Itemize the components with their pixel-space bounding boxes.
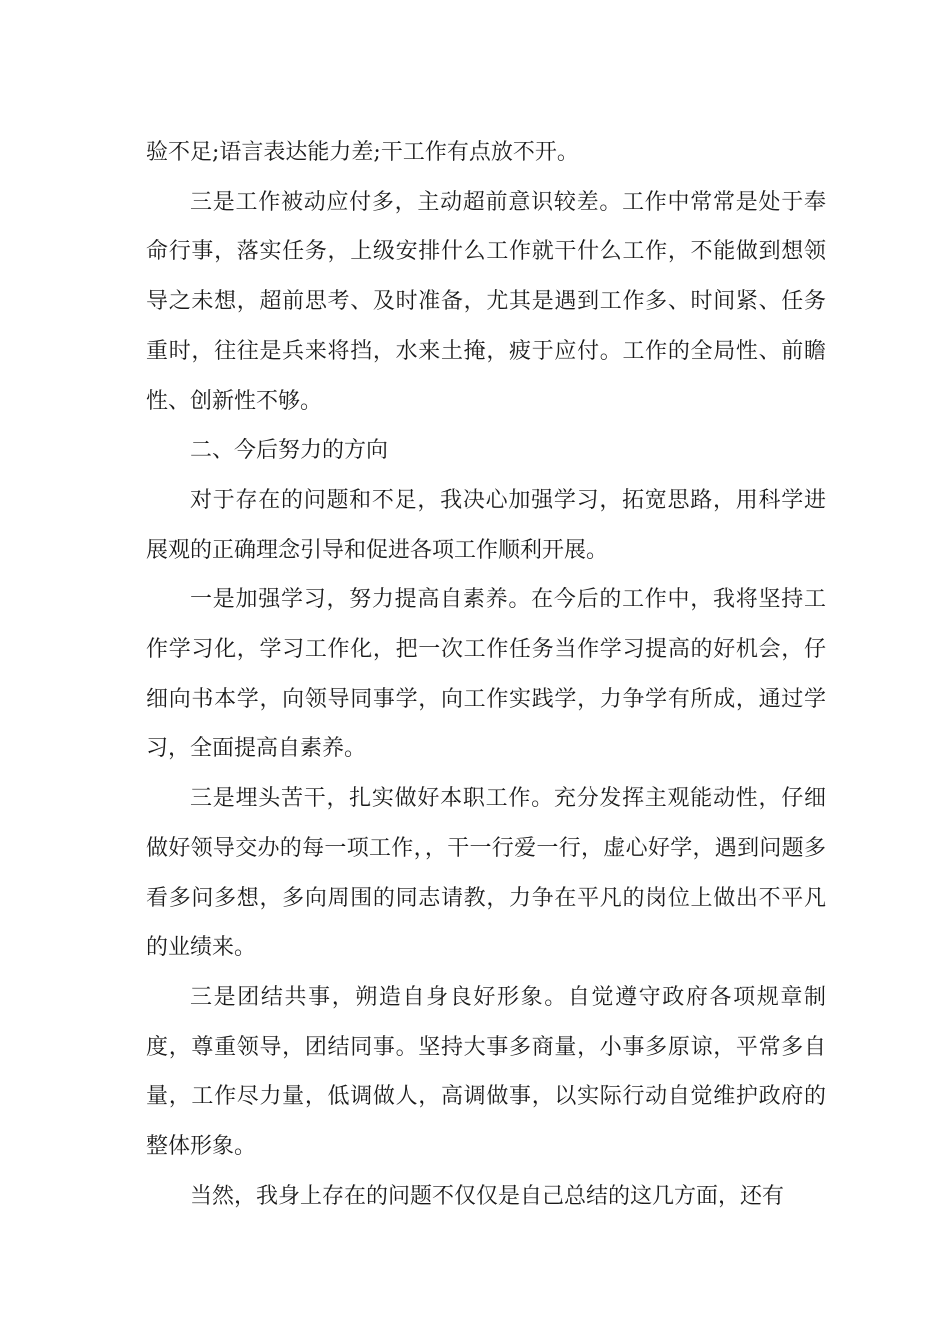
paragraph-7: 当然，我身上存在的问题不仅仅是自己总结的这几方面，还有 bbox=[190, 1183, 785, 1209]
paragraph-2: 三是工作被动应付多，主动超前意识较差。工作中常常是处于奉命行事，落实任务，上级安排什么工作就干什么工作，不能做到想领导之未想，超前思考、及时准备，尤其是遇到工作多、时间紧、任务重时，往往是兵来将挡，水来土掩，疲于应付。工作的全局性、前瞻性、创新性不够。 bbox=[146, 189, 826, 414]
paragraph-4: 一是加强学习，努力提高自素养。在今后的工作中，我将坚持工作学习化，学习工作化，把一次工作任务当作学习提高的好机会，仔细向书本学，向领导同事学，向工作实践学，力争学有所成，通过学习，全面提高自素养。 bbox=[146, 587, 826, 762]
paragraph-5: 三是埋头苦干，扎实做好本职工作。充分发挥主观能动性，仔细做好领导交办的每一项工作，，干一行爱一行，虚心好学，遇到问题多看多问多想，多向周围的同志请教，力争在平凡的岗位上做出不平凡的业绩来。 bbox=[146, 786, 826, 961]
paragraph-6: 三是团结共事，朔造自身良好形象。自觉遵守政府各项规章制度，尊重领导，团结同事。坚持大事多商量，小事多原谅，平常多自量，工作尽力量，低调做人，高调做事，以实际行动自觉维护政府的整体形象。 bbox=[146, 984, 826, 1160]
section-heading: 二、今后努力的方向 bbox=[190, 438, 389, 464]
paragraph-1: 验不足;语言表达能力差;干工作有点放不开。 bbox=[146, 140, 579, 165]
paragraph-3: 对于存在的问题和不足，我决心加强学习，拓宽思路，用科学进展观的正确理念引导和促进各项工作顺利开展。 bbox=[146, 487, 826, 563]
document-body bbox=[146, 128, 826, 1221]
